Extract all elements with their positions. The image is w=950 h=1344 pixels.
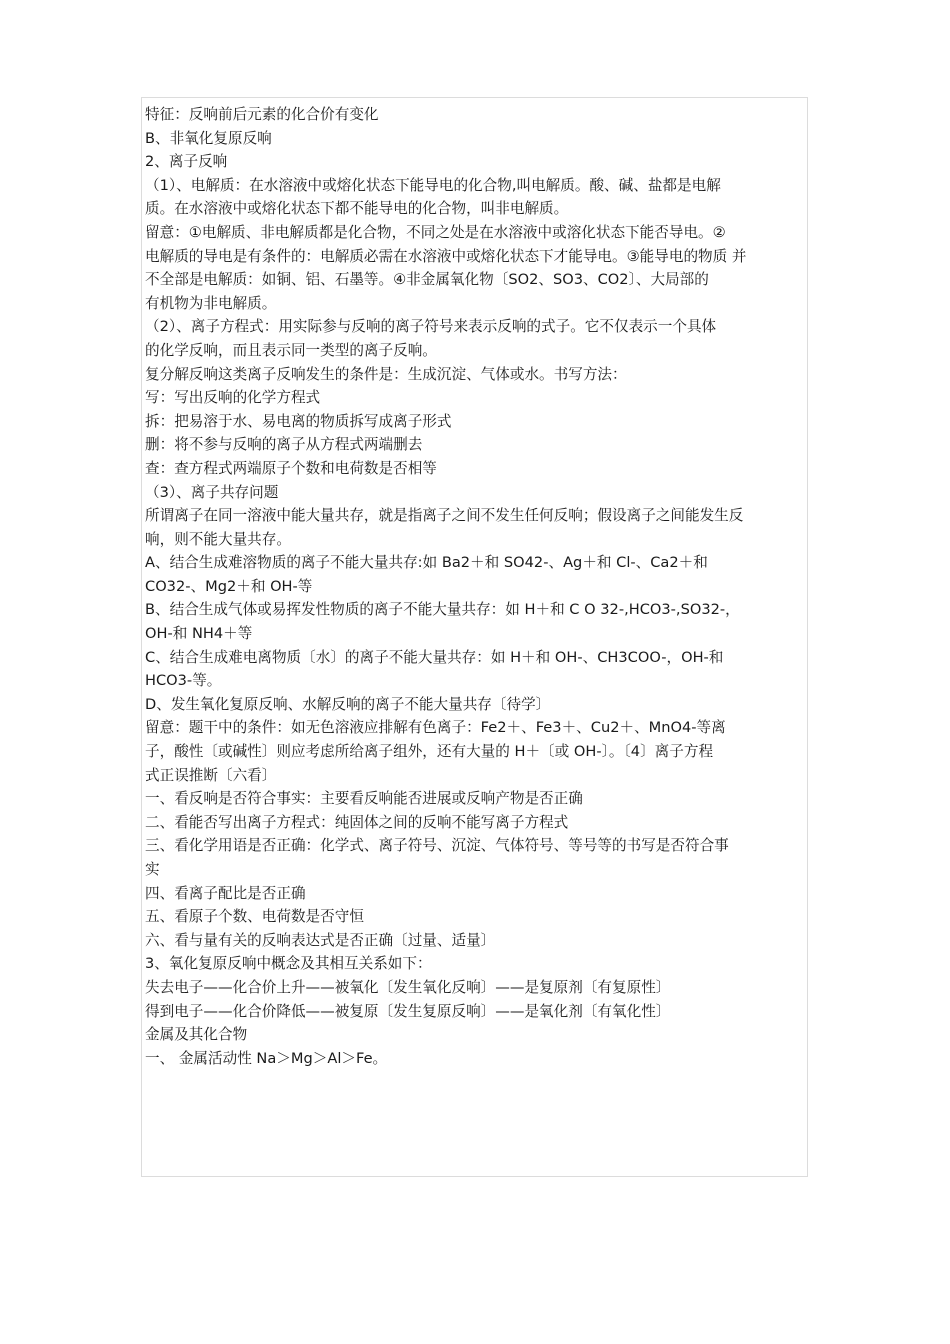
text-line: D、发生氧化复原反响、水解反响的离子不能大量共存〔待学〕	[145, 695, 551, 713]
text-line: 一、 金属活动性 Na＞Mg＞Al＞Fe。	[145, 1049, 388, 1067]
document-body	[145, 103, 807, 1070]
text-line: 有机物为非电解质。	[145, 294, 277, 312]
text-line: HCO3-等。	[145, 672, 222, 690]
text-line: 一、看反响是否符合事实：主要看反响能否进展或反响产物是否正确	[145, 790, 583, 808]
text-line: C、结合生成难电离物质〔水〕的离子不能大量共存：如 H＋和 OH-、CH3COO-，OH-和	[145, 648, 724, 666]
text-line: （1）、电解质：在水溶液中或熔化状态下能导电的化合物,叫电解质。酸、碱、盐都是电解	[145, 176, 721, 194]
text-line: （3）、离子共存问题	[145, 483, 279, 501]
text-line: 的化学反响，而且表示同一类型的离子反响。	[145, 341, 437, 359]
text-line: A、结合生成难溶物质的离子不能大量共存:如 Ba2＋和 SO42-、Ag＋和 Cl-、Ca2＋和	[145, 554, 708, 572]
text-line: CO32-、Mg2＋和 OH-等	[145, 577, 313, 595]
text-line: 三、看化学用语是否正确：化学式、离子符号、沉淀、气体符号、等号等的书写是否符合事	[145, 837, 729, 855]
section-heading: 2、离子反响	[145, 153, 228, 171]
text-line: 写：写出反响的化学方程式	[145, 389, 321, 407]
text-line: 式正误推断〔六看〕	[145, 766, 277, 784]
text-line: 响，则不能大量共存。	[145, 530, 291, 548]
text-line: 拆：把易溶于水、易电离的物质拆写成离子形式	[145, 412, 452, 430]
text-line: 复分解反响这类离子反响发生的条件是：生成沉淀、气体或水。书写方法：	[145, 365, 627, 383]
text-line: 不全部是电解质：如铜、铝、石墨等。④非金属氧化物〔SO2、SO3、CO2〕、大局部的	[145, 271, 709, 289]
text-line: 特征：反响前后元素的化合价有变化	[145, 106, 379, 123]
chapter-heading: 金属及其化合物	[145, 1026, 248, 1044]
text-line: 实	[145, 861, 160, 878]
text-line: 留意：题干中的条件：如无色溶液应排解有色离子：Fe2＋、Fe3＋、Cu2＋、MnO4-等离	[145, 719, 726, 737]
text-line: 六、看与量有关的反响表达式是否正确〔过量、适量〕	[145, 931, 496, 949]
text-line: 失去电子——化合价上升——被氧化〔发生氧化反响〕——是复原剂〔有复原性〕	[145, 978, 671, 996]
text-line: OH-和 NH4＋等	[145, 625, 253, 643]
text-line: 所谓离子在同一溶液中能大量共存，就是指离子之间不发生任何反响；假设离子之间能发生反	[145, 507, 744, 525]
text-line: 查：查方程式两端原子个数和电荷数是否相等	[145, 459, 437, 477]
text-line: B、结合生成气体或易挥发性物质的离子不能大量共存：如 H＋和 C O 32-,HCO3-,SO32-，	[145, 601, 740, 619]
text-line: 子，酸性〔或碱性〕则应考虑所给离子组外，还有大量的 H＋〔或 OH-〕。〔4〕离子方程	[145, 743, 714, 761]
section-heading: 3、氧化复原反响中概念及其相互关系如下：	[145, 955, 432, 973]
text-line: 电解质的导电是有条件的：电解质必需在水溶液中或熔化状态下才能导电。③能导电的物质 并	[145, 247, 747, 265]
text-line: 得到电子——化合价降低——被复原〔发生复原反响〕——是氧化剂〔有氧化性〕	[145, 1002, 671, 1020]
text-line: 四、看离子配比是否正确	[145, 884, 306, 902]
text-line: 质。在水溶液中或熔化状态下都不能导电的化合物，叫非电解质。	[145, 200, 569, 218]
text-line: B、非氧化复原反响	[145, 129, 272, 147]
text-line: 留意：①电解质、非电解质都是化合物，不同之处是在水溶液中或溶化状态下能否导电。②	[145, 223, 726, 241]
text-line: 五、看原子个数、电荷数是否守恒	[145, 908, 364, 926]
text-line: 二、看能否写出离子方程式：纯固体之间的反响不能写离子方程式	[145, 813, 569, 831]
text-line: （2）、离子方程式：用实际参与反响的离子符号来表示反响的式子。它不仅表示一个具体	[145, 318, 717, 336]
text-line: 删：将不参与反响的离子从方程式两端删去	[145, 436, 423, 454]
